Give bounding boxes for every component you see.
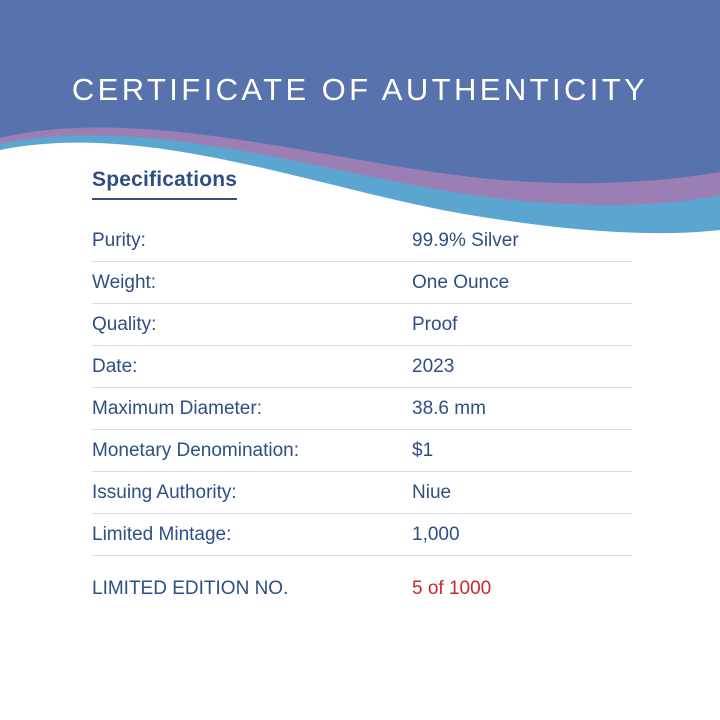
table-row: [92, 304, 632, 346]
specifications-table: [92, 220, 632, 556]
limited-edition-label: LIMITED EDITION NO.: [92, 578, 289, 599]
limited-edition-row: [92, 578, 632, 600]
spec-value: 99.9% Silver: [412, 230, 519, 251]
specifications-heading: Specifications: [92, 168, 237, 200]
spec-label: Maximum Diameter:: [92, 398, 262, 419]
spec-value: Niue: [412, 482, 452, 503]
spec-value: $1: [412, 440, 434, 461]
table-row: [92, 220, 632, 262]
limited-edition-number: 5 of 1000: [412, 578, 492, 599]
table-row: [92, 346, 632, 388]
spec-label: Weight:: [92, 272, 157, 293]
spec-label: Monetary Denomination:: [92, 440, 299, 461]
page-title: CERTIFICATE OF AUTHENTICITY: [71, 72, 649, 107]
spec-value: 2023: [412, 356, 455, 377]
table-row: [92, 514, 632, 556]
spec-value: 1,000: [412, 524, 460, 545]
table-row: [92, 262, 632, 304]
spec-label: Date:: [92, 356, 138, 377]
table-row: [92, 388, 632, 430]
spec-label: Purity:: [92, 230, 146, 251]
spec-value: One Ounce: [412, 272, 510, 293]
spec-value: 38.6 mm: [412, 398, 486, 419]
spec-value: Proof: [412, 314, 458, 335]
table-row: [92, 430, 632, 472]
table-row: [92, 472, 632, 514]
spec-label: Limited Mintage:: [92, 524, 232, 545]
spec-label: Issuing Authority:: [92, 482, 237, 503]
spec-label: Quality:: [92, 314, 157, 335]
certificate-body: [0, 168, 720, 600]
